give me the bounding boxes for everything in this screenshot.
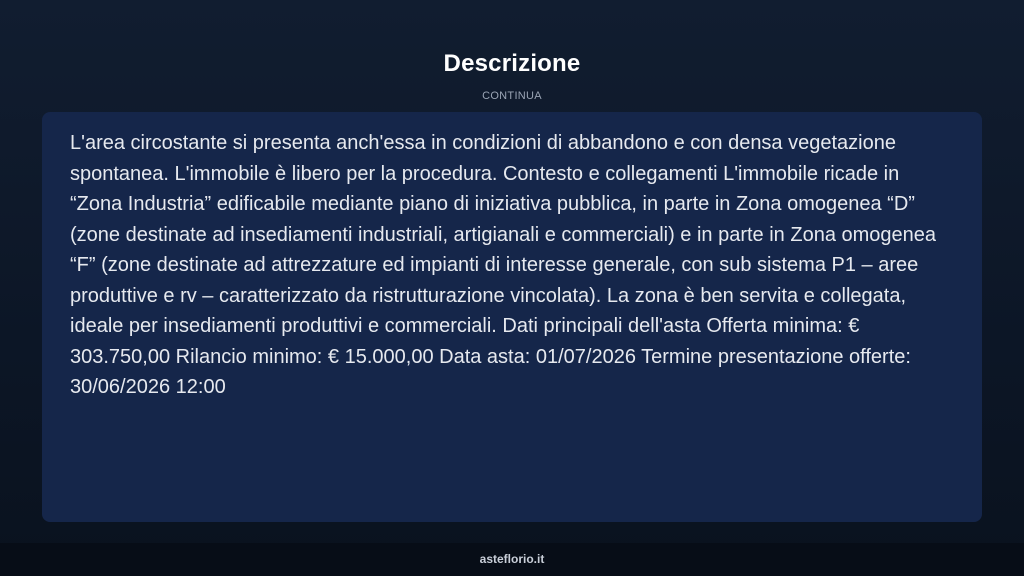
footer-bar [0, 543, 1024, 576]
description-card [42, 112, 982, 522]
page-subtitle: CONTINUA [482, 90, 542, 102]
description-text: L'area circostante si presenta anch'essa in condizioni di abbandono e con densa vegetazione spontanea. L'immobile è libero per la procedura. Contesto e collegamenti L'immobile ricade in “Zona Industria” edificabile mediante piano di iniziativa pubblica, in parte in Zona omogenea “D” (zone destinate ad insediamenti industriali, artigianali e commerciali) e in parte in Zona omogenea “F” (zone destinate ad attrezzature ed impianti di interesse generale, con sub sistema P1 – aree produttive e rv – caratterizzato da ristrutturazione vincolata). La zona è ben servita e collegata, ideale per insediamenti produttivi e commerciali. Dati principali dell'asta Offerta minima: € 303.750,00 Rilancio minimo: € 15.000,00 Data asta: 01/07/2026 Termine presentazione offerte: 30/06/2026 12:00 [70, 132, 937, 398]
page-title: Descrizione [443, 50, 581, 77]
footer-site-label: asteflorio.it [479, 552, 545, 566]
